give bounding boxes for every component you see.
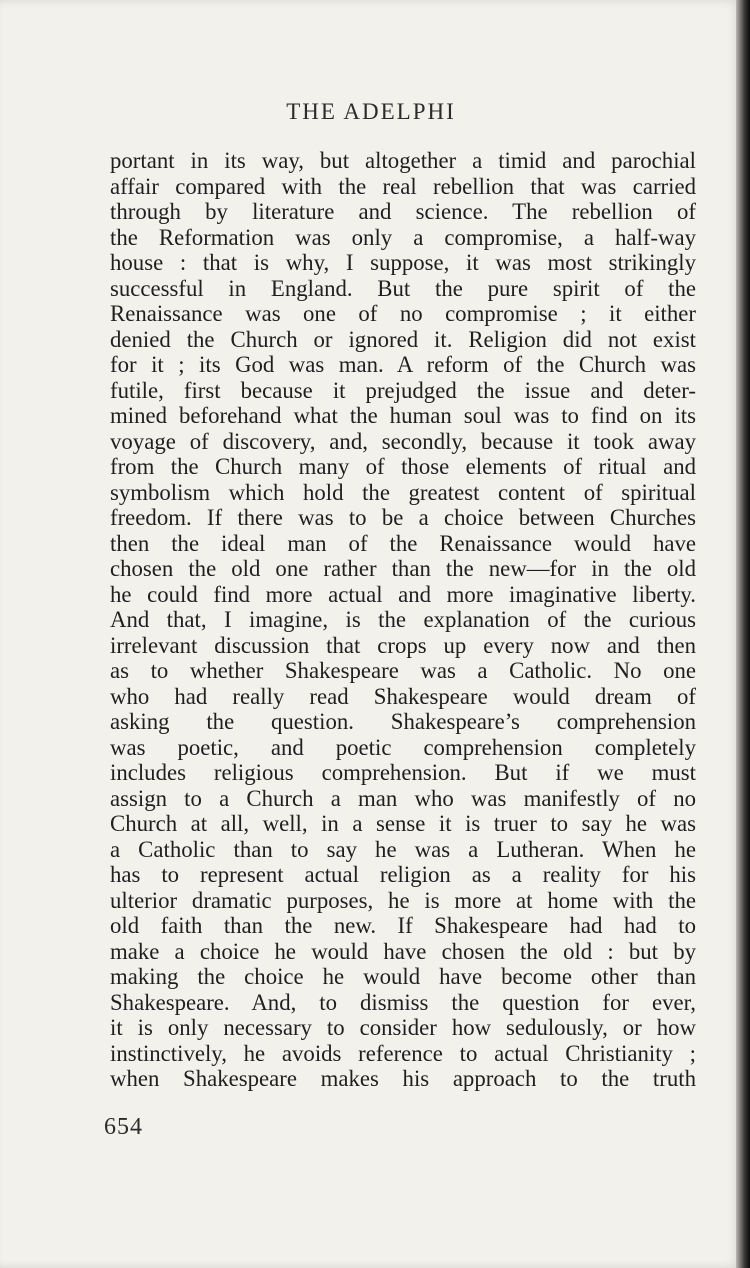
page-number: 654: [104, 1114, 143, 1140]
text-line: symbolism which hold the greatest content of spiritual: [110, 479, 696, 505]
text-line: instinctively, he avoids reference to actual Christianity ;: [110, 1040, 696, 1066]
text-line: And that, I imagine, is the explanation of the curious: [110, 607, 696, 632]
text-line: assign to a Church a man who was manifestly of no: [110, 785, 696, 811]
text-line: successful in England. But the pure spirit of the: [110, 275, 696, 301]
text-line: old faith than the new. If Shakespeare had had to: [110, 913, 696, 938]
text-line: includes religious comprehension. But if we must: [110, 760, 696, 785]
text-line: make a choice he would have chosen the old : but by: [110, 938, 696, 964]
text-line: through by literature and science. The rebellion of: [110, 199, 696, 224]
text-line: as to whether Shakespeare was a Catholic. No one: [110, 658, 696, 683]
text-line: the Reformation was only a compromise, a half-way: [110, 224, 696, 250]
page-edge-shadow: [736, 0, 750, 1268]
text-line: Renaissance was one of no compromise ; it either: [110, 301, 696, 326]
text-line: ulterior dramatic purposes, he is more at home with the: [110, 887, 696, 913]
text-line: Church at all, well, in a sense it is truer to say he was: [110, 811, 696, 836]
text-line: chosen the old one rather than the new—for in the old: [110, 556, 696, 581]
body-text: [110, 148, 696, 1092]
text-line: for it ; its God was man. A reform of the Church was: [110, 352, 696, 377]
text-line: futile, first because it prejudged the issue and deter-: [110, 377, 696, 403]
text-line: portant in its way, but altogether a timid and parochial: [110, 148, 696, 173]
text-line: affair compared with the real rebellion that was carried: [110, 173, 696, 199]
text-line: Shakespeare. And, to dismiss the question for ever,: [110, 989, 696, 1015]
text-line: irrelevant discussion that crops up every now and then: [110, 632, 696, 658]
text-line: house : that is why, I suppose, it was most strikingly: [110, 250, 696, 275]
text-line: making the choice he would have become other than: [110, 964, 696, 989]
text-line: asking the question. Shakespeare’s comprehension: [110, 709, 696, 734]
text-line: denied the Church or ignored it. Religion did not exist: [110, 326, 696, 352]
text-line: was poetic, and poetic comprehension completely: [110, 734, 696, 760]
text-line: a Catholic than to say he was a Lutheran. When he: [110, 836, 696, 862]
text-line: he could find more actual and more imaginative liberty.: [110, 581, 696, 607]
text-line: who had really read Shakespeare would dream of: [110, 683, 696, 709]
text-line: it is only necessary to consider how sedulously, or how: [110, 1015, 696, 1040]
text-line: then the ideal man of the Renaissance would have: [110, 530, 696, 556]
text-line: from the Church many of those elements of ritual and: [110, 454, 696, 479]
text-line: when Shakespeare makes his approach to the truth: [110, 1066, 696, 1091]
running-head: THE ADELPHI: [286, 99, 456, 124]
text-line: has to represent actual religion as a reality for his: [110, 862, 696, 887]
text-line: mined beforehand what the human soul was to find on its: [110, 403, 696, 428]
text-line: voyage of discovery, and, secondly, because it took away: [110, 428, 696, 454]
text-line: freedom. If there was to be a choice between Churches: [110, 505, 696, 530]
